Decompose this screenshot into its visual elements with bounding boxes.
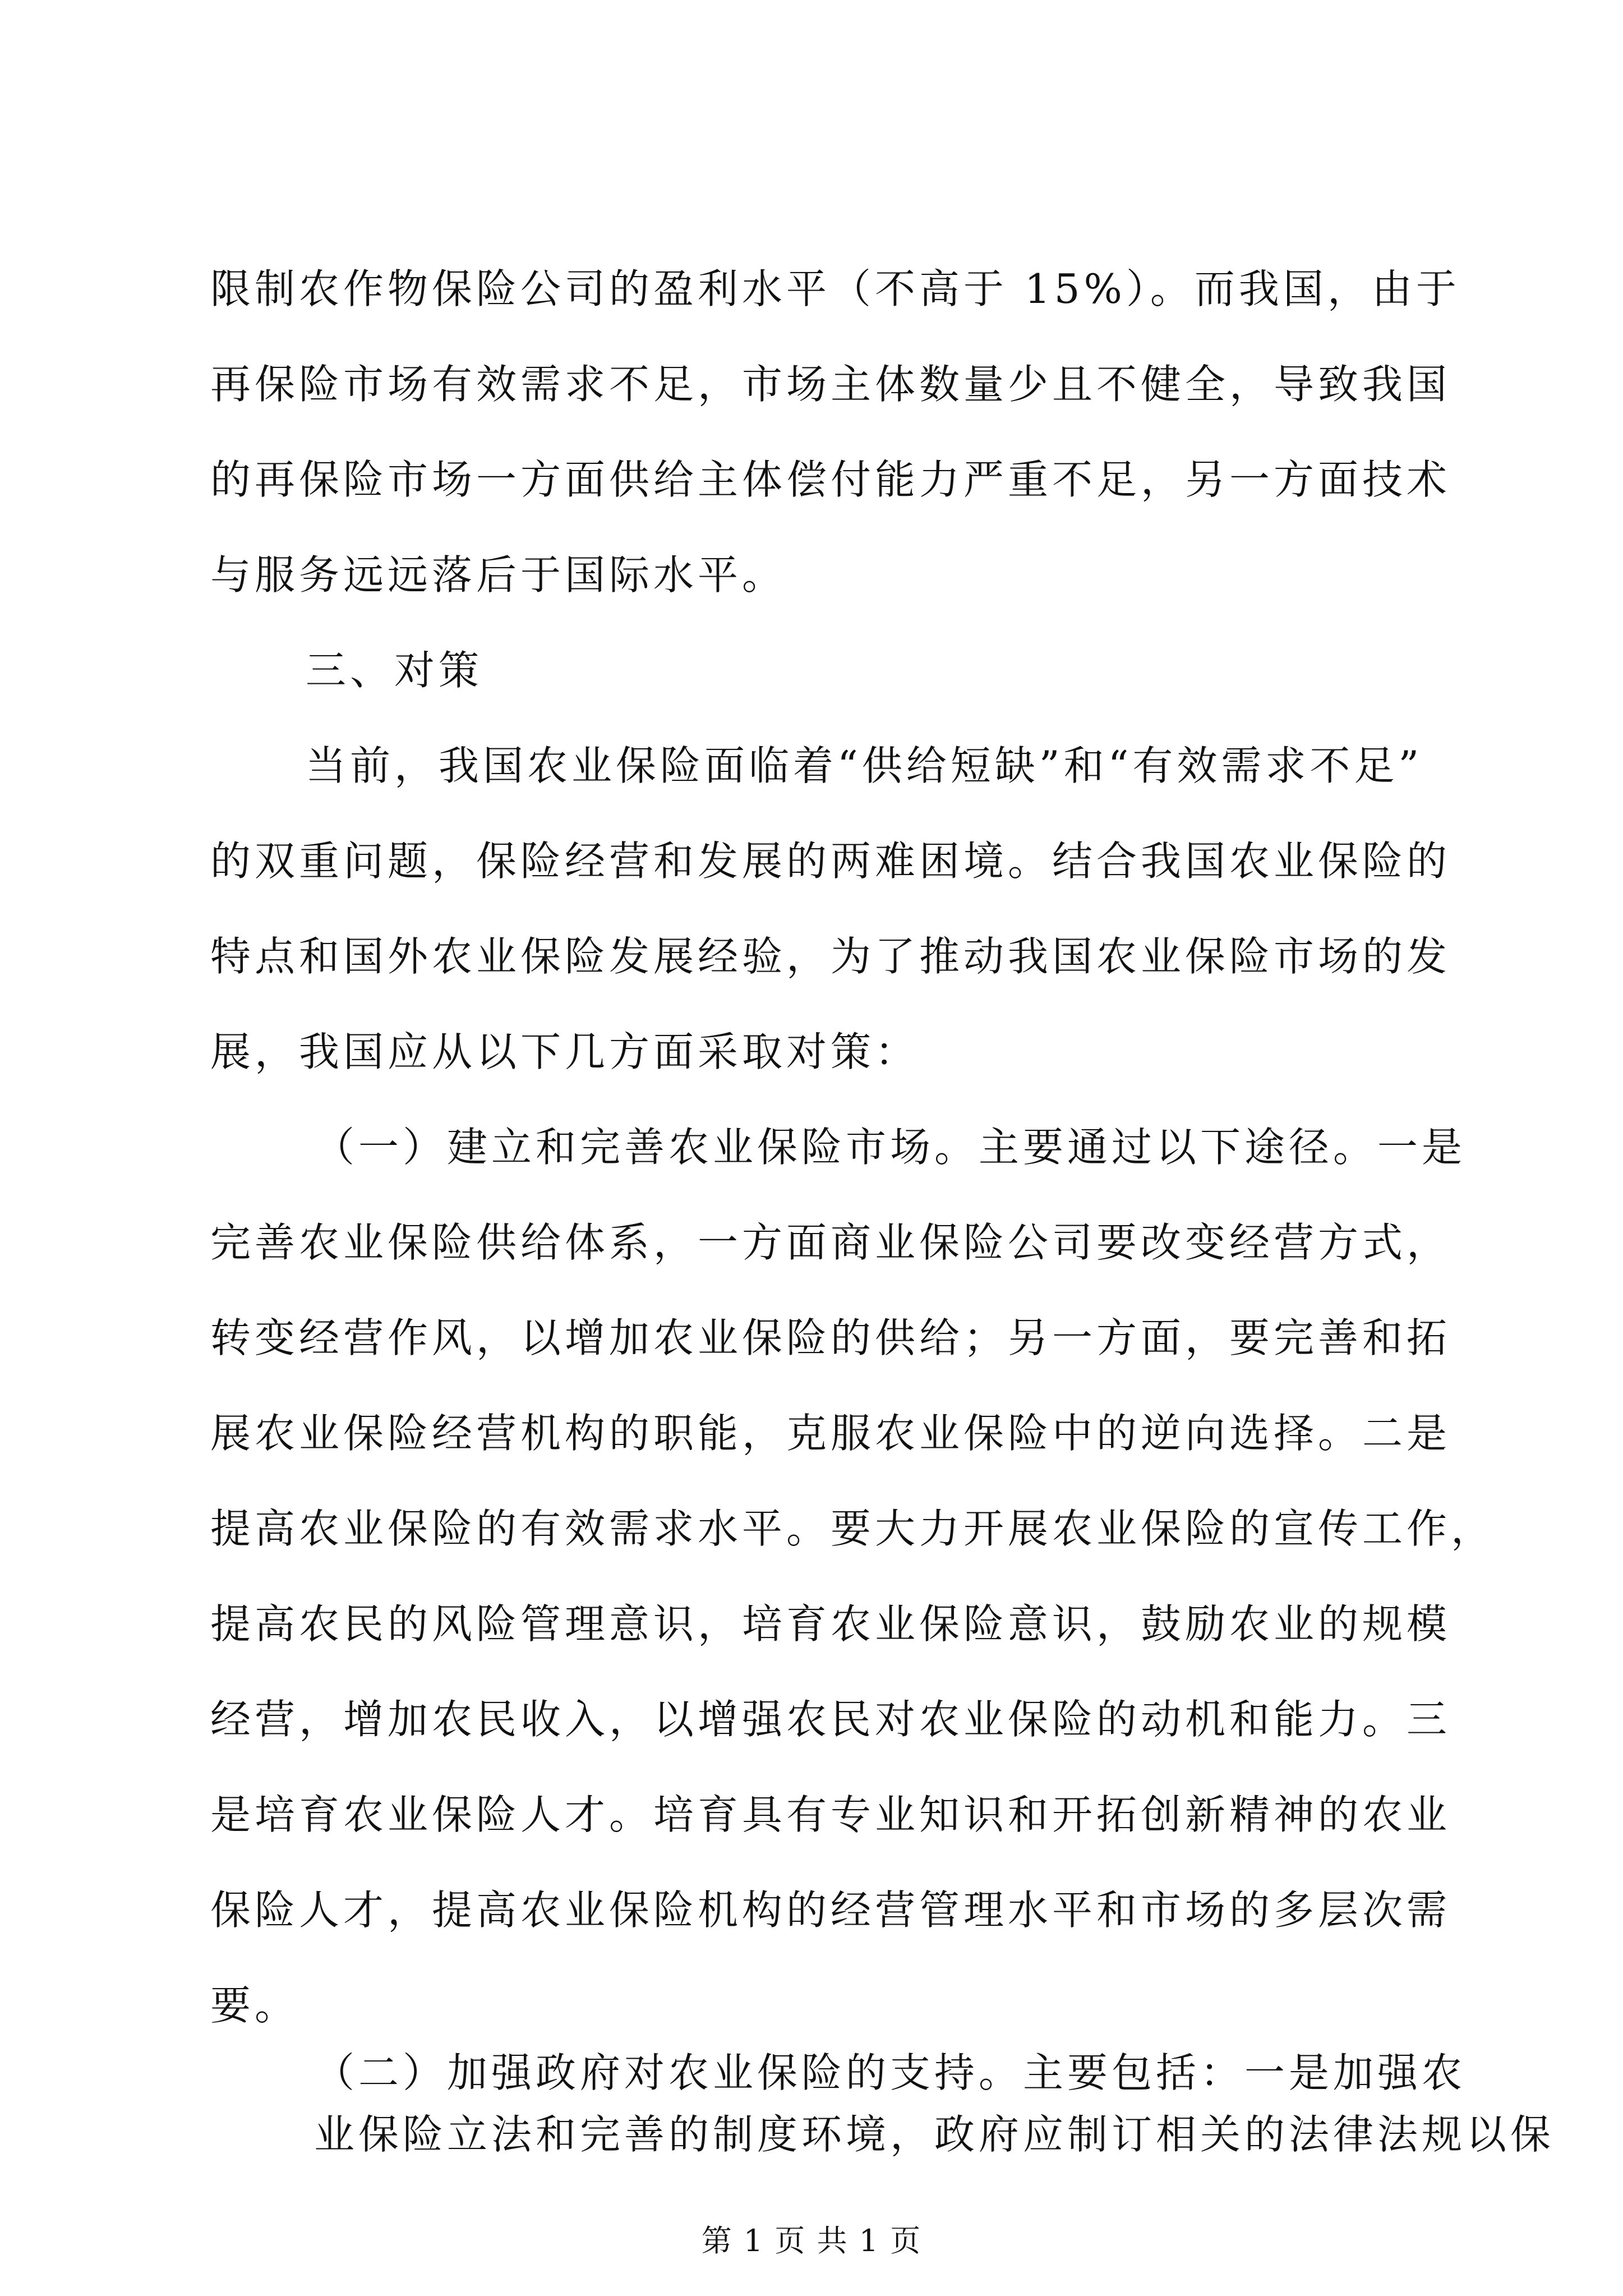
body-line-10: （一）建立和完善农业保险市场。主要通过以下途径。一是: [314, 1124, 1467, 1171]
section-heading: 三、对策: [306, 647, 483, 694]
page-footer: 第 1 页 共 1 页: [701, 2223, 922, 2258]
body-line-19: 要。: [210, 1982, 299, 2029]
body-line-11: 完善农业保险供给体系，一方面商业保险公司要改变经营方式，: [210, 1219, 1451, 1266]
body-line-7: 的双重问题，保险经营和发展的两难困境。结合我国农业保险的: [210, 838, 1451, 885]
body-line-8: 特点和国外农业保险发展经验，为了推动我国农业保险市场的发: [210, 933, 1451, 980]
body-line-6: 当前，我国农业保险面临着“供给短缺”和“有效需求不足”: [306, 742, 1423, 789]
body-line-1: 限制农作物保险公司的盈利水平（不高于 15%）。而我国，由于: [210, 265, 1460, 312]
body-line-17: 是培育农业保险人才。培育具有专业知识和开拓创新精神的农业: [210, 1791, 1451, 1838]
body-line-3: 的再保险市场一方面供给主体偿付能力严重不足，另一方面技术: [210, 456, 1451, 503]
body-line-20: （二）加强政府对农业保险的支持。主要包括：一是加强农: [314, 2049, 1467, 2096]
body-line-21: 业保险立法和完善的制度环境，政府应制订相关的法律法规以保: [314, 2111, 1555, 2158]
body-line-15: 提高农民的风险管理意识，培育农业保险意识，鼓励农业的规模: [210, 1600, 1451, 1648]
body-line-12: 转变经营作风，以增加农业保险的供给；另一方面，要完善和拓: [210, 1314, 1451, 1361]
body-line-16: 经营，增加农民收入，以增强农民对农业保险的动机和能力。三: [210, 1696, 1451, 1743]
body-line-9: 展，我国应从以下几方面采取对策：: [210, 1028, 920, 1075]
body-line-2: 再保险市场有效需求不足，市场主体数量少且不健全，导致我国: [210, 361, 1451, 408]
body-line-4: 与服务远远落后于国际水平。: [210, 551, 787, 599]
body-line-13: 展农业保险经营机构的职能，克服农业保险中的逆向选择。二是: [210, 1410, 1451, 1457]
body-line-18: 保险人才，提高农业保险机构的经营管理水平和市场的多层次需: [210, 1887, 1451, 1934]
body-line-14: 提高农业保险的有效需求水平。要大力开展农业保险的宣传工作，: [210, 1505, 1496, 1552]
